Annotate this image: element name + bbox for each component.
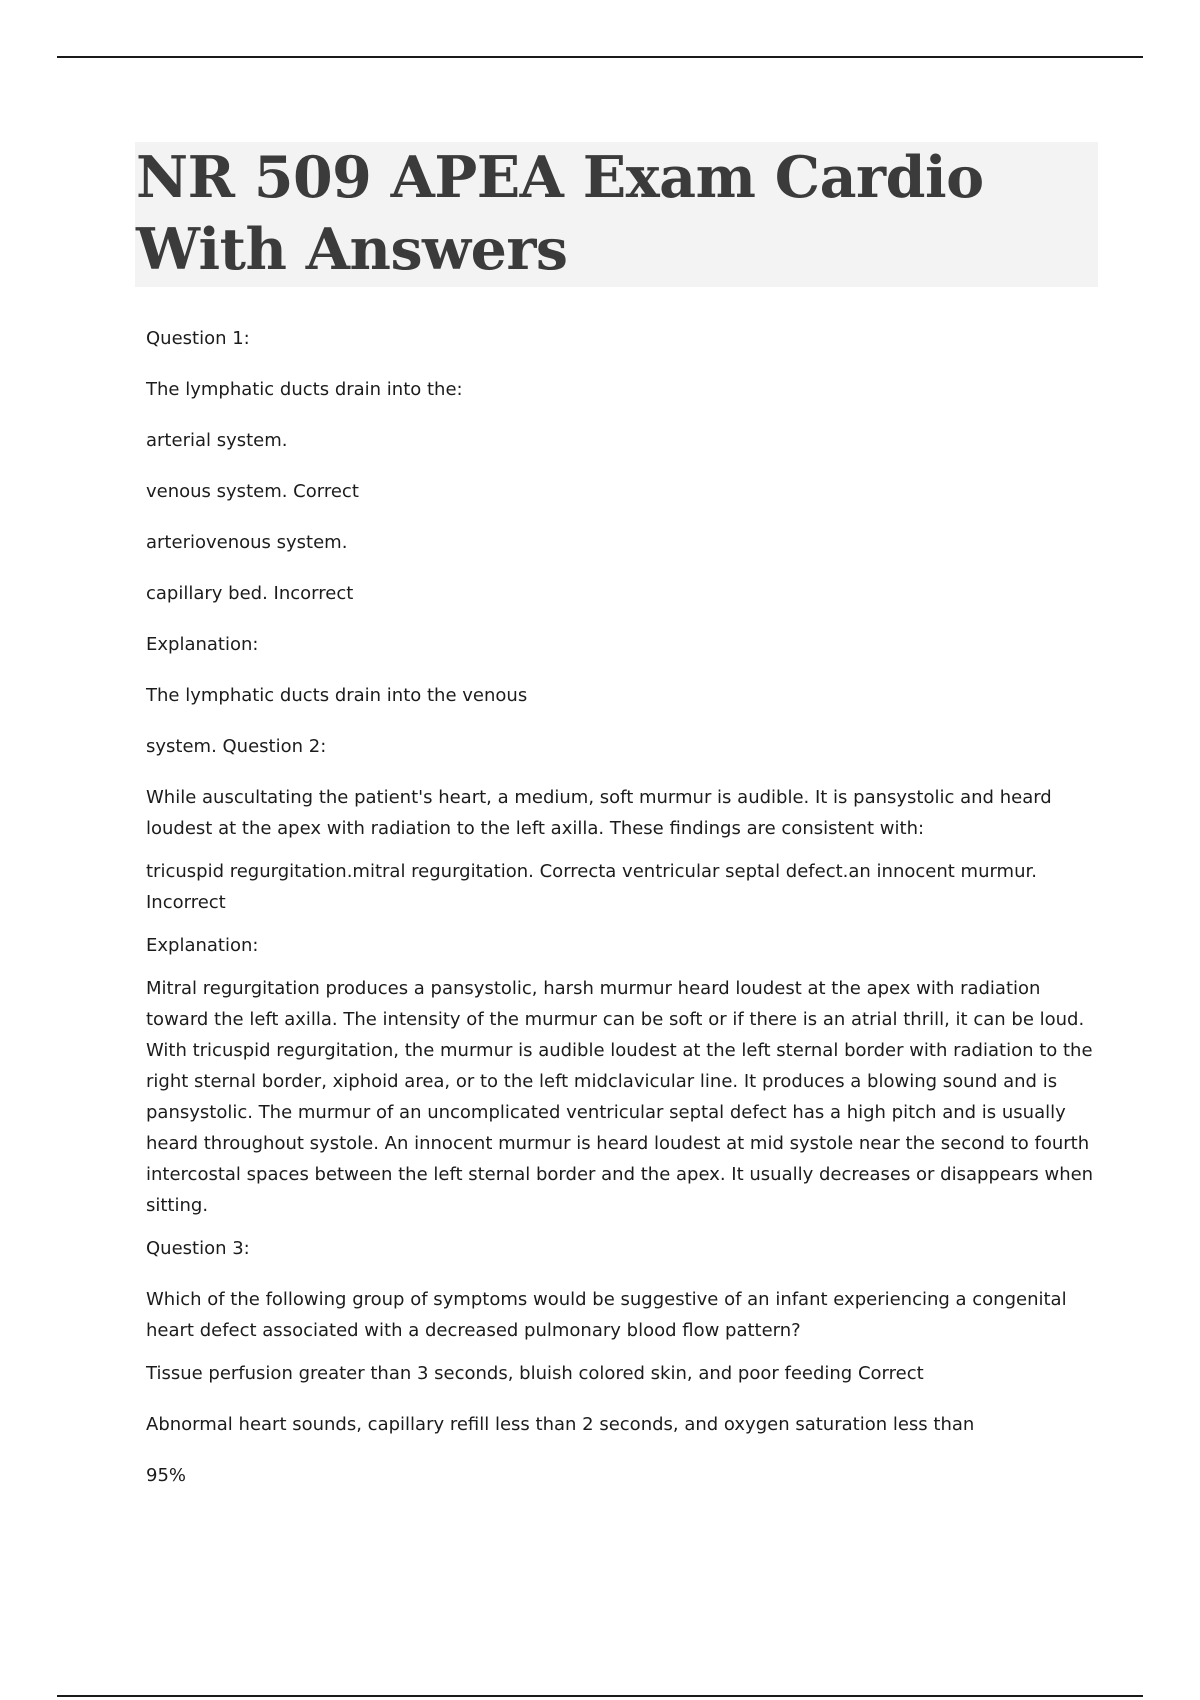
question-2-prompt: While auscultating the patient's heart, a medium, soft murmur is audible. It is pansystolic and heard loudest at the apex with radiation to the left axilla. These findings are consistent with: [146, 787, 1052, 839]
top-rule [57, 56, 1143, 58]
page-title: NR 509 APEA Exam Cardio With Answers [136, 144, 984, 283]
question-3-label: Question 3: [146, 1238, 250, 1259]
question-1-prompt: The lymphatic ducts drain into the: [146, 379, 463, 400]
question-1-option-b: venous system. Correct [146, 481, 359, 502]
bottom-rule [57, 1695, 1143, 1697]
question-3-option-b-continued: 95% [146, 1465, 187, 1486]
question-1-option-c: arteriovenous system. [146, 532, 348, 553]
question-1-label: Question 1: [146, 328, 250, 349]
question-1-explanation-label: Explanation: [146, 634, 259, 655]
question-2-explanation-label: Explanation: [146, 935, 259, 956]
document-body [146, 323, 1096, 1511]
question-3-prompt: Which of the following group of symptoms would be suggestive of an infant experiencing a congenital heart defect associated with a decreased pulmonary blood flow pattern? [146, 1289, 1067, 1341]
question-3-option-a: Tissue perfusion greater than 3 seconds, bluish colored skin, and poor feeding Correct [146, 1363, 924, 1384]
question-1-option-a: arterial system. [146, 430, 288, 451]
question-2-label: system. Question 2: [146, 736, 327, 757]
question-1-explanation-text: The lymphatic ducts drain into the venous [146, 685, 528, 706]
question-2-options: tricuspid regurgitation.mitral regurgitation. Correcta ventricular septal defect.an innocent murmur. Incorrect [146, 861, 1037, 913]
question-2-explanation-text: Mitral regurgitation produces a pansystolic, harsh murmur heard loudest at the apex with radiation toward the left axilla. The intensity of the murmur can be soft or if there is an atrial thrill, it can be loud. With tricuspid regurgitation, the murmur is audible loudest at the left sternal border with radiation to the right sternal border, xiphoid area, or to the left midclavicular line. It produces a blowing sound and is pansystolic. The murmur of an uncomplicated ventricular septal defect has a high pitch and is usually heard throughout systole. An innocent murmur is heard loudest at mid systole near the second to fourth intercostal spaces between the left sternal border and the apex. It usually decreases or disappears when sitting. [146, 978, 1094, 1216]
question-3-option-b: Abnormal heart sounds, capillary refill less than 2 seconds, and oxygen saturation less than [146, 1414, 975, 1435]
question-1-option-d: capillary bed. Incorrect [146, 583, 354, 604]
